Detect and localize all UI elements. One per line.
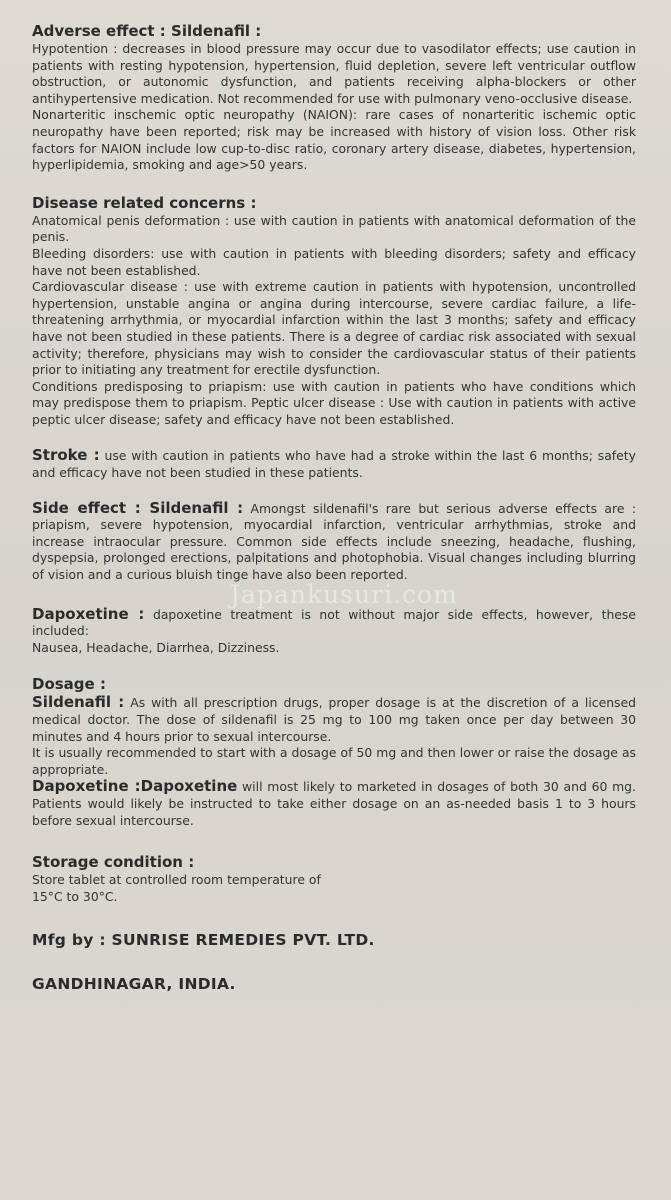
dosage-heading: Dosage : — [32, 675, 106, 694]
sildenafil-dosage-recommendation: It is usually recommended to start with a dosage of 50 mg and then lower or raise the dosage as appropriate. — [32, 745, 636, 777]
stroke-paragraph — [32, 447, 636, 481]
dapoxetine-dosage-heading: Dapoxetine :Dapoxetine — [32, 777, 238, 796]
leaflet-content — [32, 22, 636, 993]
manufacturer-location: GANDHINAGAR, INDIA. — [32, 975, 236, 994]
side-effect-heading: Side effect : Sildenafil : — [32, 498, 244, 517]
sildenafil-dosage-paragraph — [32, 694, 636, 745]
dapoxetine-paragraph — [32, 606, 636, 640]
dapoxetine-text: dapoxetine treatment is not without major side effects, however, these included: — [32, 606, 637, 639]
adverse-effect-heading: Adverse effect : Sildenafil : — [32, 22, 262, 40]
dapoxetine-dosage-text: will most likely to marketed in dosages of both 30 and 60 mg. Patients would likely be instructed to take either dosage on an as-needed basis 1 to 3 hours before sexual intercourse. — [32, 779, 636, 828]
side-effect-paragraph — [32, 500, 636, 584]
penis-deformation-paragraph: Anatomical penis deformation : use with caution in patients with anatomical deformation of the penis. — [32, 212, 636, 245]
disease-concerns-section — [32, 194, 636, 429]
dapoxetine-dosage-paragraph — [32, 778, 636, 829]
dapoxetine-side-effects-list: Nausea, Headache, Diarrhea, Dizziness. — [32, 639, 280, 655]
adverse-effect-section — [32, 22, 636, 174]
sildenafil-dosage-heading: Sildenafil : — [32, 693, 125, 712]
naion-paragraph: Nonarteritic inschemic optic neuropathy (NAION): rare cases of nonarteritic ischemic optic neuropathy have been reported; risk may be increased with history of vision loss. Other risk factors for NAION include low cup-to-disc ratio, coronary artery disease, diabetes, hypertension, hyperlipidemia, smoking and age>50 years. — [32, 107, 636, 173]
storage-line-2: 15°C to 30°C. — [32, 888, 118, 904]
storage-section — [32, 853, 636, 905]
dapoxetine-section — [32, 606, 636, 657]
sildenafil-dosage-text: As with all prescription drugs, proper dosage is at the discretion of a licensed medical doctor. The dose of sildenafil is 25 mg to 100 mg taken once per day between 30 minutes and 4 hours prior to sexual intercourse. — [32, 695, 636, 744]
storage-heading: Storage condition : — [32, 853, 195, 872]
stroke-heading: Stroke : — [32, 446, 100, 465]
manufacturer-name: Mfg by : SUNRISE REMEDIES PVT. LTD. — [32, 931, 375, 950]
side-effect-section — [32, 500, 636, 584]
stroke-section — [32, 447, 636, 481]
watermark: Japankusuri.com — [230, 580, 458, 609]
side-effect-text: Amongst sildenafil's rare but serious adverse effects are : priapism, severe hypotension, myocardial infarction, ventricular arrhythmias, stroke and increase intraocular pressure. Common side effects include sneezing, headache, flushing, dyspepsia, prolonged erections, palpitations and photophobia. Visual changes including blurring of vision and a curious bluish tinge have also been reported. — [32, 500, 636, 583]
disease-concerns-heading: Disease related concerns : — [32, 193, 257, 212]
hypotension-paragraph: Hypotention : decreases in blood pressure may occur due to vasodilator effects; use caution in patients with resting hypotension, hypertension, fluid depletion, severe left ventricular outflow obstruction, or autonomic dysfunction, and patients receiving alpha-blockers or other antihypertensive medication. Not recommended for use with pulmonary veno-occlusive disease. — [32, 41, 636, 106]
bleeding-disorders-paragraph: Bleeding disorders: use with caution in patients with bleeding disorders; safety and efficacy have not been established. — [32, 245, 636, 278]
cardiovascular-paragraph: Cardiovascular disease : use with extreme caution in patients with hypotension, uncontrolled hypertension, unstable angina or angina during intercourse, severe cardiac failure, a life-threatening arrhythmia, or myocardial infarction within the last 3 months; safety and efficacy have not been studied in these patients. There is a degree of cardiac risk associated with sexual activity; therefore, physicians may wish to consider the cardiovascular status of their patients prior to initiating any treatment for erectile dysfunction. — [32, 279, 636, 378]
storage-line-1: Store tablet at controlled room temperature of — [32, 872, 321, 888]
dapoxetine-heading: Dapoxetine : — [32, 604, 145, 623]
priapism-paragraph: Conditions predisposing to priapism: use with caution in patients who have conditions which may predispose them to priapism. Peptic ulcer disease : Use with caution in patients with active peptic ulcer disease; safety and efficacy have not been established. — [32, 378, 636, 427]
dosage-section — [32, 675, 636, 829]
stroke-text: use with caution in patients who have had a stroke within the last 6 months; safety and efficacy have not been studied in these patients. — [32, 448, 636, 481]
